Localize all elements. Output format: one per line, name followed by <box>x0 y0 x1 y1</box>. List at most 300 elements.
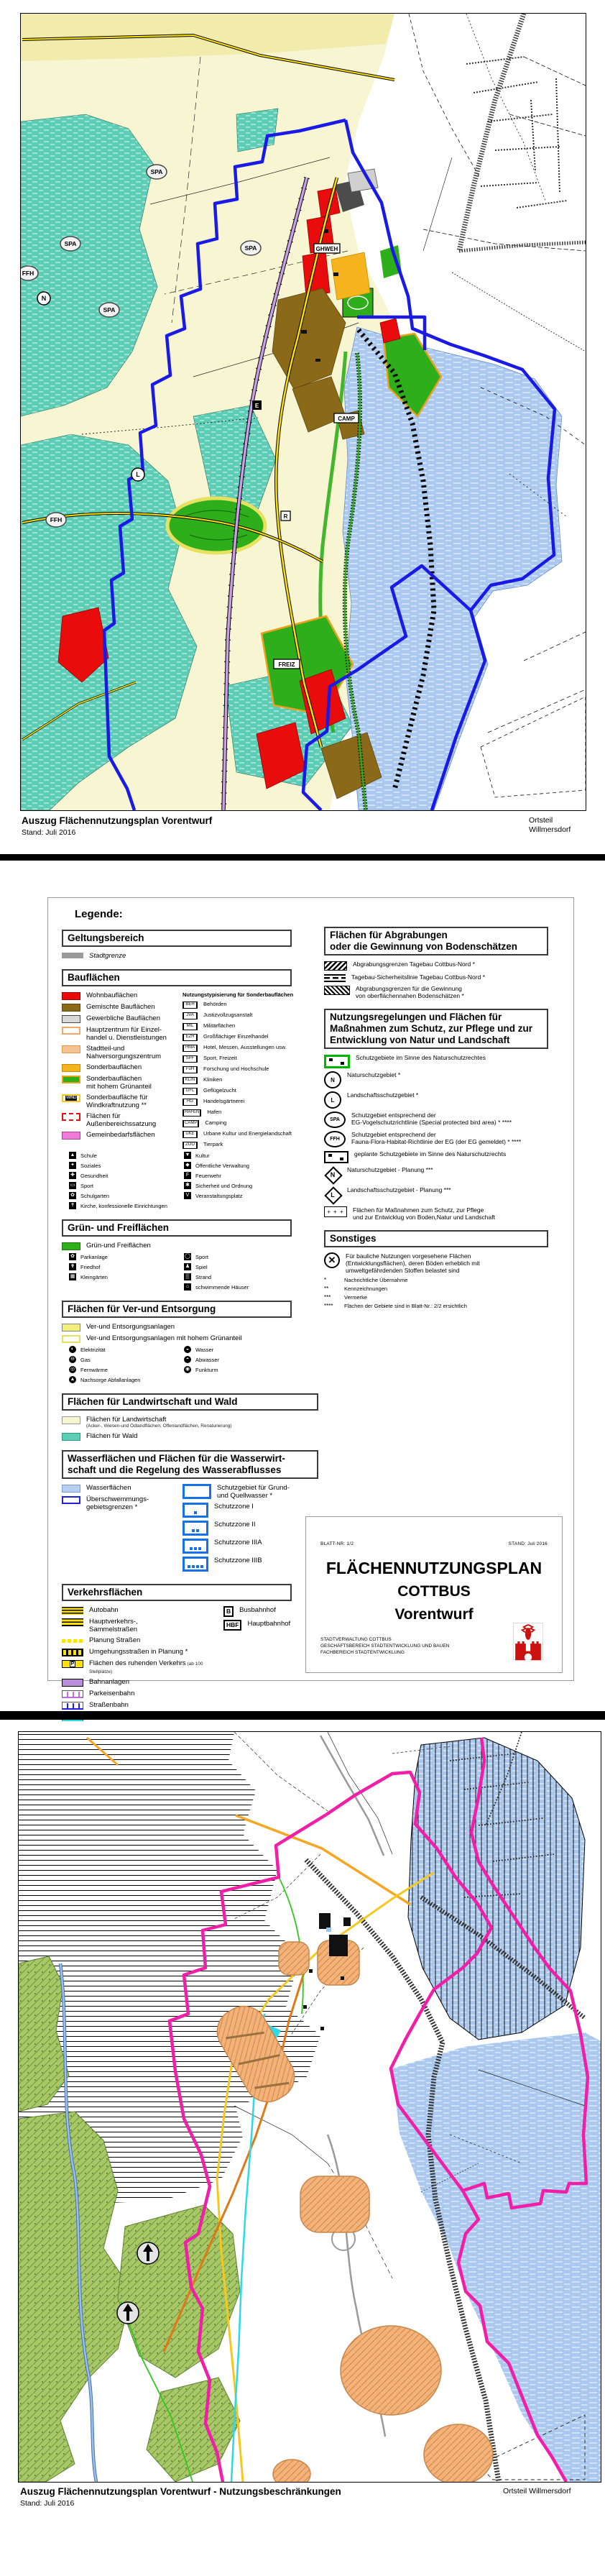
planstrasse-icon <box>62 1637 83 1645</box>
header-line: schaft und die Regelung des Wasserabflusses <box>68 1465 282 1475</box>
label-line: Gemeinbedarfsflächen <box>86 1131 155 1139</box>
map2-ortsteil: Ortsteil Willmersdorf <box>503 2487 571 2495</box>
legend-label: schwimmende Häuser <box>195 1283 249 1291</box>
sondergruen-swatch <box>62 1076 80 1083</box>
label-line: Ver-und Entsorgungsanlagen mit hohem Grünanteil <box>86 1334 242 1342</box>
legend-label <box>89 952 126 960</box>
legend-label <box>86 1094 148 1109</box>
zone-dot <box>194 1547 197 1550</box>
rastplatz-label <box>281 511 290 521</box>
label-line: Wasserflächen <box>86 1484 131 1492</box>
legend-label: Strand <box>195 1273 212 1280</box>
geplantes-schutzgebiet-icon <box>324 1151 348 1163</box>
veranstaltungsplatz-icon: V <box>184 1192 191 1199</box>
legend-label <box>89 1618 138 1633</box>
legend-row <box>62 1242 329 1250</box>
sonderbau-code-icon: HMA <box>183 1045 198 1052</box>
icon-cell <box>62 1192 184 1199</box>
svg-text:SPA: SPA <box>150 168 163 175</box>
schule-icon: ▲ <box>70 1152 75 1158</box>
page-divider <box>0 854 605 861</box>
schutzgebiet-icon <box>324 1055 350 1068</box>
label-line: Flächen für Landwirtschaft <box>86 1416 167 1424</box>
legend-row <box>62 1075 183 1091</box>
sonderbau-code-icon: HG <box>183 1099 198 1106</box>
legend-row <box>62 1263 329 1271</box>
legend-label: Geflügelzucht <box>203 1087 236 1094</box>
legend-label: Schule <box>80 1152 97 1159</box>
schwimmende-haeuser-icon: ⌂ <box>184 1283 191 1291</box>
legend-row <box>324 1071 563 1088</box>
titleblock-stand: STAND: Juli 2016 <box>508 1541 548 1546</box>
legend-row <box>62 1690 223 1698</box>
label-line: Grün-und Freiflächen <box>86 1242 151 1250</box>
legend-section-landwirtschaft <box>62 1393 329 1441</box>
legend-label: Urbane Kultur und Energielandschaft <box>203 1130 292 1137</box>
spa-label <box>241 241 261 255</box>
plan-stage: Vorentwurf <box>394 1606 474 1623</box>
legend-row <box>62 1356 329 1364</box>
legend-label: Schulgarten <box>80 1192 110 1199</box>
header-line: Nutzungsregelungen und Flächen für <box>330 1012 502 1022</box>
svg-text:FFH: FFH <box>22 270 34 277</box>
legend-label <box>353 1206 495 1221</box>
legend-label <box>86 1323 175 1331</box>
legend-label <box>86 1334 242 1342</box>
legend-row <box>183 1098 328 1106</box>
camp-label <box>334 413 359 423</box>
legend-label <box>351 1131 521 1145</box>
legend-label <box>356 1054 486 1061</box>
legend-row <box>183 1012 328 1019</box>
legend-row <box>183 1087 328 1095</box>
sport-icon: ▭ <box>70 1183 75 1188</box>
icon-cell <box>184 1172 329 1179</box>
gruene-anhoehe <box>167 498 265 553</box>
sonderbau-code-icon: GFL <box>183 1088 198 1095</box>
spa-label <box>99 303 119 317</box>
label-line: Flächen für <box>86 1112 121 1120</box>
label-line: Landschaftsschutzgebiet * <box>347 1091 419 1099</box>
label-line: Gemischte Bauflächen <box>86 1003 155 1011</box>
legend-label <box>351 1111 512 1126</box>
legend-row <box>62 1376 329 1384</box>
legend-row <box>324 1131 563 1147</box>
zone-dot <box>192 1529 195 1532</box>
legend-row <box>324 1111 563 1128</box>
umgehung-icon <box>62 1649 83 1656</box>
legend-row <box>62 1014 183 1023</box>
legend-row <box>62 1701 223 1710</box>
legend-row <box>324 1294 563 1302</box>
naturschutz-label <box>37 292 50 305</box>
legend-label <box>89 1701 129 1709</box>
ueberschwemmung-swatch <box>62 1496 80 1504</box>
header-line: Sonstiges <box>330 1233 377 1244</box>
legend-section-naturschutz <box>324 1009 563 1221</box>
label-line: Flächen für Wald <box>86 1432 138 1440</box>
icon-cell <box>184 1356 329 1363</box>
kultur-icon: ▼ <box>185 1152 190 1158</box>
label-line: Planung Straßen <box>89 1636 141 1644</box>
map2-stand: Stand: Juli 2016 <box>20 2499 75 2508</box>
legend-row <box>62 1094 183 1109</box>
swatch-code: WIND <box>66 1096 76 1100</box>
ortsteil-line: Willmersdorf <box>529 825 571 834</box>
ffh-circle-icon: FFH <box>324 1131 346 1147</box>
svg-text:E: E <box>254 403 259 409</box>
org-line: STADTVERWALTUNG COTTBUS <box>320 1637 392 1642</box>
legend-section-abgrabungen <box>324 927 563 999</box>
icon-cell <box>184 1152 329 1159</box>
legend-label: Gesundheit <box>80 1172 108 1179</box>
svg-text:R: R <box>283 513 288 520</box>
zone-dot <box>196 1565 199 1568</box>
wald-swatch <box>62 1433 80 1441</box>
header-line: oder die Gewinnung von Bodenschätzen <box>330 941 518 952</box>
legend-row <box>324 1150 563 1163</box>
label-line: Abgrabungsgrenzen Tagebau Cottbus-Nord * <box>353 961 475 968</box>
legend-label: Forschung und Hochschule <box>203 1065 269 1072</box>
footnote-symbol: * <box>324 1277 327 1283</box>
legend-label <box>86 991 137 999</box>
legend-label <box>89 1659 223 1675</box>
nachsorge-abfallanlagen-icon: ▲ <box>70 1377 75 1382</box>
schutzzone-icon <box>183 1503 208 1518</box>
legend-label: Funkturm <box>195 1366 218 1373</box>
legend-row <box>324 1206 563 1221</box>
label-line: Ver-und Entsorgungsanlagen <box>86 1323 175 1331</box>
land-swatch <box>62 1416 80 1424</box>
section-column <box>62 1484 183 1514</box>
gas-icon: ⊖ <box>69 1356 76 1363</box>
label-line: Schutzgebiete im Sinne des Naturschutzrechtes <box>356 1054 486 1061</box>
map2-frame <box>18 1731 601 2483</box>
wasser-icon: ◒ <box>184 1346 191 1353</box>
legend-row <box>183 1033 328 1041</box>
section-header <box>62 1301 292 1318</box>
label-line: Wohnbauflächen <box>86 991 138 999</box>
kleingaerten-icon: ▦ <box>70 1274 75 1279</box>
legend-label <box>86 1495 149 1511</box>
legend-row <box>62 1323 329 1331</box>
label-line: Windkraftnutzung ** <box>86 1101 147 1109</box>
icon-cell <box>184 1346 329 1353</box>
legend-column-left <box>62 930 329 1733</box>
legend-label <box>214 1503 254 1511</box>
section-columns <box>62 1484 329 1575</box>
sonderbau-code-icon: JVA <box>183 1012 198 1019</box>
label-line: von oberflächennahen Bodenschätzen * <box>356 992 464 999</box>
sonderbau-code-icon: BEH <box>183 1001 198 1009</box>
legend-label: Sport, Freizeit <box>203 1055 237 1061</box>
legend-row <box>62 1659 223 1675</box>
spa-label <box>147 165 167 179</box>
map2-caption-block <box>20 2486 341 2508</box>
footnote-label: Vermerke <box>344 1294 368 1301</box>
label-line: gebietsgrenzen * <box>86 1503 138 1511</box>
legend-row <box>183 1503 328 1518</box>
legend-label: Kliniken <box>203 1076 223 1083</box>
legend-row <box>62 1182 329 1190</box>
legend-label <box>89 1606 119 1614</box>
label-line: Tagebau-Sicherheitslinie Tagebau Cottbus-Nord * <box>351 973 486 981</box>
bahn-icon <box>62 1679 83 1687</box>
map1-caption-block <box>22 815 212 837</box>
legend-label: Spiel <box>195 1263 208 1270</box>
org-line: FACHBEREICH STADTENTWICKLUNG <box>320 1650 405 1655</box>
label-line: Schutzzone II <box>214 1521 256 1528</box>
label-line: Straßenbahn <box>89 1701 129 1709</box>
gemischt-swatch <box>62 1004 80 1012</box>
icon-cell <box>62 1182 184 1189</box>
spiel-icon: ♟ <box>185 1264 190 1269</box>
legend-label: Abwasser <box>195 1356 219 1363</box>
schulgarten-icon: ✿ <box>69 1192 76 1199</box>
svg-text:N: N <box>41 295 47 302</box>
wind-swatch <box>62 1094 80 1102</box>
gruen-sport-icon: ◯ <box>185 1254 190 1259</box>
legend-label <box>354 1150 506 1158</box>
legend-row <box>324 1166 563 1183</box>
legend-row <box>62 1636 223 1645</box>
label-line: Schutzzone IIIB <box>214 1557 262 1564</box>
legend-label: Sport <box>80 1182 93 1189</box>
icon-cell <box>184 1263 329 1270</box>
legend-column-right <box>324 927 563 1320</box>
legend-row <box>324 1277 563 1285</box>
legend-row <box>62 1678 223 1687</box>
hauptstrasse-icon <box>62 1618 83 1626</box>
label-line: Naturschutzgebiet - Planung *** <box>347 1166 433 1173</box>
map2-caption: Auszug Flächennutzungsplan Vorentwurf - Nutzungsbeschränkungen <box>20 2486 341 2497</box>
village-label <box>314 244 340 253</box>
wohn-swatch <box>62 992 80 1000</box>
label-line: umweltgefährdenden Stoffen belastet sind <box>346 1267 460 1274</box>
footnote-symbol: *** <box>324 1294 331 1301</box>
legend-label <box>214 1539 262 1546</box>
icon-cell <box>62 1346 184 1353</box>
section-column <box>62 991 183 1142</box>
map1-frame <box>20 13 586 811</box>
label-line: Flächen des ruhenden Verkehrs (ab 100 Stellplätze) <box>89 1659 203 1674</box>
legend-row <box>183 991 328 999</box>
legend-label: Wasser <box>195 1346 214 1353</box>
legend-row <box>62 1131 183 1140</box>
spa-label <box>60 237 80 251</box>
legend-row <box>62 1152 329 1160</box>
section-header <box>62 930 292 947</box>
zone-dot <box>188 1565 190 1568</box>
plan-city: COTTBUS <box>397 1583 471 1600</box>
legend-row <box>62 1432 329 1441</box>
svg-text:GHWEH: GHWEH <box>315 246 338 252</box>
label-line: Sammelstraßen <box>89 1626 138 1633</box>
zone-dot <box>198 1547 201 1550</box>
legend-label: Justizvollzugsanstalt <box>203 1012 253 1018</box>
aussen-swatch <box>62 1113 80 1121</box>
legend-label: Kirche, konfessionelle Einrichtungen <box>80 1202 167 1209</box>
legend-row <box>62 1045 183 1060</box>
label-line: Umgehungsstraßen in Planung * <box>89 1648 188 1656</box>
spa-circle-icon: SPA <box>324 1111 346 1128</box>
svg-text:SPA: SPA <box>103 306 116 313</box>
icon-cell <box>184 1283 329 1291</box>
label-line: Nahversorgungszentrum <box>86 1053 162 1060</box>
legend-label <box>86 1045 161 1060</box>
zone-dot <box>200 1565 203 1568</box>
legend-label: Elektrizität <box>80 1346 106 1353</box>
legend-label <box>86 1003 155 1011</box>
bahnhof-icon: HBF <box>223 1620 241 1631</box>
map1-vorentwurf <box>21 14 586 810</box>
feuerwehr-icon: F <box>184 1172 191 1179</box>
svg-text:FREIZ: FREIZ <box>278 661 295 668</box>
svg-text:SPA: SPA <box>64 240 77 247</box>
section-columns <box>62 1606 329 1724</box>
legend-section-gruen <box>62 1219 329 1291</box>
sonderbau-code-icon: UKE <box>183 1131 198 1138</box>
legend-row <box>62 1495 183 1511</box>
bahnhof-icon: B <box>223 1606 234 1617</box>
gesundheit-icon: ✚ <box>69 1172 76 1179</box>
label-line: Sonderbauflächen <box>86 1075 142 1083</box>
legend-label: Veranstaltungsplatz <box>195 1192 243 1199</box>
section-header <box>62 1450 318 1479</box>
legend-row <box>62 1026 183 1042</box>
icon-cell <box>184 1182 329 1189</box>
legend-section-verkehr <box>62 1584 329 1724</box>
legend-row <box>62 1334 329 1343</box>
legend-row <box>183 1109 328 1117</box>
legend-label <box>89 1636 140 1644</box>
footnote-symbol: **** <box>324 1303 333 1309</box>
n-diamond-icon: N <box>324 1166 341 1183</box>
section-columns <box>62 991 329 1152</box>
icon-cell <box>184 1162 329 1169</box>
legend-row <box>183 1065 328 1073</box>
legend-label <box>86 1026 167 1042</box>
legend-row <box>183 1001 328 1009</box>
entsorgung-label <box>252 400 262 410</box>
gruen-swatch <box>62 1242 80 1250</box>
legend-label <box>214 1557 262 1564</box>
sonderbau-code-icon: SPF <box>183 1055 198 1063</box>
legend-label <box>86 1014 160 1022</box>
legend-row <box>62 1273 329 1281</box>
sonderbau-code-icon: MIL <box>183 1023 198 1030</box>
organisation-lines <box>320 1636 449 1656</box>
icon-cell <box>184 1366 329 1373</box>
schutzzone-icon <box>183 1539 208 1554</box>
section-header <box>62 1219 292 1237</box>
zone-dot <box>194 1511 197 1514</box>
footnote-label: Nachrichtliche Übernahme <box>344 1277 408 1283</box>
legend-row <box>62 1346 329 1354</box>
section-header <box>62 1393 318 1411</box>
icon-cell <box>62 1162 184 1169</box>
legend-label <box>347 1091 418 1099</box>
section-header <box>324 927 548 955</box>
page-divider <box>0 1711 605 1720</box>
label-line: Schutzgebiet für Grund- <box>217 1484 290 1492</box>
legend-label: Hafen <box>207 1109 222 1115</box>
legend-label <box>356 985 464 999</box>
altlasten-icon: ✕ <box>324 1252 340 1268</box>
sonderbau-code-icon: HAFEN <box>183 1109 201 1117</box>
label-line: Naturschutzgebiet * <box>347 1071 401 1078</box>
legend-row <box>324 961 563 971</box>
parkeisenbahn-icon <box>62 1690 83 1698</box>
icon-cell <box>62 1172 184 1179</box>
legend-label <box>86 1063 142 1071</box>
legend-label <box>347 1166 433 1173</box>
landschaftsschutz-label <box>131 468 144 481</box>
label-line: Flächen für Maßnahmen zum Schutz, zur Pflege <box>353 1206 484 1214</box>
header-line: Entwicklung von Natur und Landschaft <box>330 1035 510 1045</box>
legend-label: Hauptbahnhof <box>247 1620 291 1628</box>
svg-text:L: L <box>136 471 140 478</box>
oeffentliche-verwaltung-icon: ◆ <box>184 1162 191 1169</box>
gemeinbedarf-swatch <box>62 1132 80 1140</box>
kirche-icon: ✝ <box>69 1202 76 1209</box>
legend-row <box>183 1044 328 1052</box>
label-line: Stadtteil-und <box>86 1045 125 1053</box>
legend-page <box>47 897 574 1709</box>
icon-cell <box>184 1273 329 1280</box>
label-line: (Entwicklungsflächen), deren Böden erheblich mit <box>346 1260 480 1267</box>
legend-row <box>62 1416 329 1429</box>
svg-text:CAMP: CAMP <box>338 416 355 422</box>
map1-ortsteil <box>529 816 571 835</box>
schutzzone-icon <box>183 1484 211 1499</box>
l-circle-icon: L <box>324 1091 341 1109</box>
legend-label <box>86 1416 232 1429</box>
legend-label: Nachsorge Abfallanlagen <box>80 1376 141 1383</box>
legend-row <box>62 1618 223 1633</box>
legend-row <box>62 1648 223 1656</box>
legend-row <box>183 1130 328 1138</box>
legend-row <box>62 1003 183 1012</box>
section-header <box>62 969 292 986</box>
legend-row <box>183 1022 328 1030</box>
sonder-swatch <box>62 1064 80 1072</box>
header-line: Flächen für Landwirtschaft und Wald <box>68 1396 238 1407</box>
label-line: geplante Schutzgebiete im Sinne des Naturschutzrechts <box>354 1150 507 1158</box>
legend-row <box>183 1484 328 1500</box>
label-line: und Quellwasser * <box>217 1492 273 1500</box>
icon-cell <box>62 1263 184 1270</box>
icon-cell <box>62 1152 184 1159</box>
legend-row <box>324 1091 563 1109</box>
strassenbahn-icon <box>62 1702 83 1710</box>
schutzzone-icon <box>183 1521 208 1536</box>
legend-label: Kultur <box>195 1152 210 1159</box>
parken-icon: P <box>70 1661 75 1667</box>
legend-label <box>346 1252 480 1274</box>
header-line: Verkehrsflächen <box>68 1587 143 1598</box>
map2-nutzungsbeschraenkungen <box>19 1732 601 2482</box>
legend-label <box>86 1432 137 1440</box>
legend-row <box>183 1055 328 1063</box>
legend-label: Friedhof <box>80 1263 101 1270</box>
label-line: Hauptzentrum für Einzel- <box>86 1026 162 1034</box>
ffh-label <box>21 266 38 280</box>
legend-label: Militärflächen <box>203 1022 236 1029</box>
ruhend-icon <box>62 1660 83 1668</box>
legend-note: Nutzungstypisierung für Sonderbauflächen <box>183 991 294 998</box>
legend-label: Tierpark <box>203 1141 223 1147</box>
